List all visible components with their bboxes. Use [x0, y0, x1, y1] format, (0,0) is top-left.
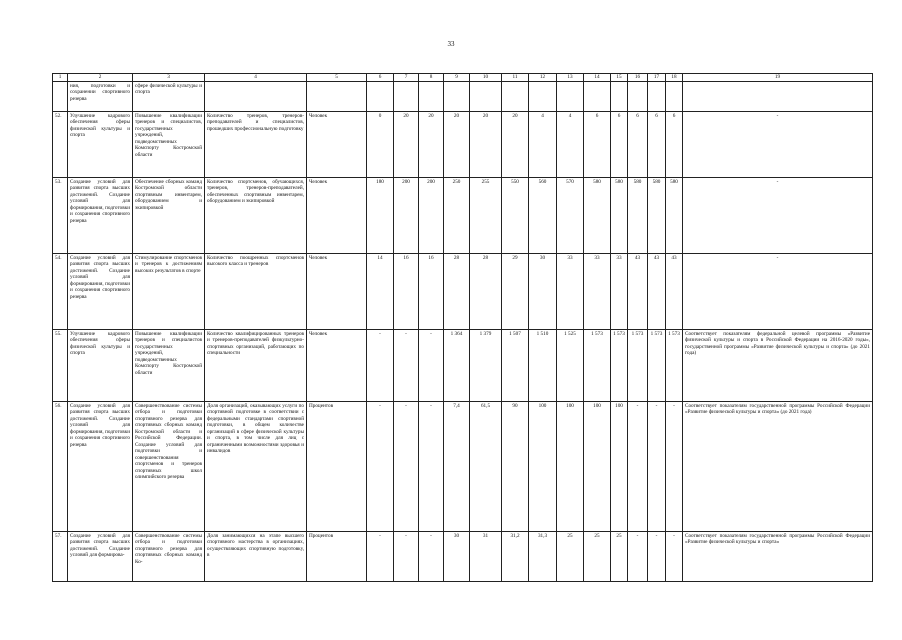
- table-row: [53, 330, 873, 402]
- unit-cell: [307, 82, 367, 112]
- table-row: [53, 82, 873, 112]
- value-cell: [394, 82, 419, 112]
- value-cell: 16: [419, 254, 444, 330]
- goal-cell: Создание условий для развития спорта высших достижений. Создание условий для формирования, подготовки и сохранения спортивного резерва: [68, 254, 133, 330]
- indicator-cell: [205, 82, 307, 112]
- value-cell: [611, 82, 628, 112]
- value-cell: 100: [557, 402, 584, 532]
- value-cell: -: [666, 402, 683, 532]
- value-cell: 30: [444, 532, 470, 582]
- value-cell: 1 364: [444, 330, 470, 402]
- value-cell: 30: [529, 254, 557, 330]
- value-cell: -: [367, 402, 394, 532]
- unit-cell: Человек: [307, 330, 367, 402]
- value-cell: [367, 82, 394, 112]
- value-cell: 43: [648, 254, 666, 330]
- header-row: [53, 74, 873, 82]
- value-cell: 0: [367, 112, 394, 178]
- value-cell: 28: [444, 254, 470, 330]
- table-row: [53, 532, 873, 582]
- value-cell: 43: [666, 254, 683, 330]
- value-cell: -: [394, 402, 419, 532]
- value-cell: 25: [557, 532, 584, 582]
- value-cell: 29: [502, 254, 529, 330]
- value-cell: 100: [611, 402, 628, 532]
- value-cell: 6: [584, 112, 611, 178]
- unit-cell: Человек: [307, 178, 367, 254]
- table-row: [53, 178, 873, 254]
- value-cell: 570: [557, 178, 584, 254]
- value-cell: [648, 82, 666, 112]
- value-cell: 90: [502, 402, 529, 532]
- page-number: 33: [447, 40, 455, 48]
- goal-cell: Создание условий для развития спорта высших достижений. Создание условий для формирова-: [68, 532, 133, 582]
- note-cell: -: [683, 112, 873, 178]
- indicator-cell: Доля организаций, оказывающих услуги по спортивной подготовке в соответствии с федеральными стандартами спортивной подготовки, в общем количестве организаций в сфере физической культуры и спорта, в том числе для лиц с ограниченными возможностями здоровья и инвалидов: [205, 402, 307, 532]
- column-header: 13: [557, 74, 584, 82]
- value-cell: [419, 82, 444, 112]
- unit-cell: Человек: [307, 112, 367, 178]
- value-cell: 1 573: [628, 330, 648, 402]
- value-cell: 1 507: [502, 330, 529, 402]
- column-header: 6: [367, 74, 394, 82]
- row-number: 54.: [53, 254, 68, 330]
- value-cell: -: [419, 402, 444, 532]
- value-cell: -: [394, 532, 419, 582]
- indicator-cell: Количество поощренных спортсменов высокого класса и тренеров: [205, 254, 307, 330]
- value-cell: [628, 82, 648, 112]
- value-cell: 20: [419, 112, 444, 178]
- value-cell: 20: [470, 112, 502, 178]
- value-cell: 33: [557, 254, 584, 330]
- table-row: [53, 112, 873, 178]
- value-cell: 20: [444, 112, 470, 178]
- value-cell: 25: [611, 532, 628, 582]
- column-header: 17: [648, 74, 666, 82]
- value-cell: 200: [419, 178, 444, 254]
- value-cell: 1 573: [584, 330, 611, 402]
- column-header: 11: [502, 74, 529, 82]
- value-cell: -: [419, 532, 444, 582]
- value-cell: 31,3: [529, 532, 557, 582]
- value-cell: 20: [394, 112, 419, 178]
- goal-cell: Создание условий для развития спорта высших достижений. Создание условий для формирования, подготовки и сохранения спортивного резерва: [68, 178, 133, 254]
- row-number: 55.: [53, 330, 68, 402]
- value-cell: 200: [394, 178, 419, 254]
- value-cell: 43: [628, 254, 648, 330]
- value-cell: 1 573: [611, 330, 628, 402]
- indicator-cell: Количество квалифицированных тренеров и тренеров-преподавателей физкультурно-спортивных организаций, работающих по специальности: [205, 330, 307, 402]
- value-cell: 1 573: [648, 330, 666, 402]
- value-cell: 100: [529, 402, 557, 532]
- table-row: [53, 254, 873, 330]
- value-cell: 4: [557, 112, 584, 178]
- value-cell: [557, 82, 584, 112]
- value-cell: 6: [648, 112, 666, 178]
- value-cell: 4: [529, 112, 557, 178]
- note-cell: Соответствует показателям государственной программы Российской Федерации «Развитие физической культуры и спорта»: [683, 532, 873, 582]
- row-number: 52.: [53, 112, 68, 178]
- goal-cell: ния, подготовки и сохранении спортивного резерва: [68, 82, 133, 112]
- value-cell: -: [648, 402, 666, 532]
- value-cell: 16: [394, 254, 419, 330]
- column-header: 3: [133, 74, 205, 82]
- value-cell: -: [419, 330, 444, 402]
- value-cell: 1 525: [557, 330, 584, 402]
- column-header: 2: [68, 74, 133, 82]
- value-cell: 180: [367, 178, 394, 254]
- value-cell: 1 573: [666, 330, 683, 402]
- value-cell: 31: [470, 532, 502, 582]
- measure-cell: Повышение квалификации тренеров и специалистов, государственных учреждений, подведомственных Комспорту Костромской области: [133, 112, 205, 178]
- column-header: 9: [444, 74, 470, 82]
- column-header: 1: [53, 74, 68, 82]
- row-number: 57.: [53, 532, 68, 582]
- value-cell: [444, 82, 470, 112]
- value-cell: 20: [502, 112, 529, 178]
- column-header: 14: [584, 74, 611, 82]
- value-cell: -: [666, 532, 683, 582]
- value-cell: [470, 82, 502, 112]
- column-header: 15: [611, 74, 628, 82]
- indicator-cell: Доля занимающихся на этапе высшего спортивного мастерства в организациях, осуществляющих спортивную подготовку, в: [205, 532, 307, 582]
- goal-cell: Улучшение кадрового обеспечения сферы физической культуры и спорта: [68, 330, 133, 402]
- note-cell: Соответствует показателям федеральной целевой программы «Развитие физической культуры и спорта в Российской Федерации на 2016-2020 годы», государственной программы «Развитие физической культуры и спорта» (до 2021 года): [683, 330, 873, 402]
- value-cell: 6: [628, 112, 648, 178]
- value-cell: 580: [666, 178, 683, 254]
- value-cell: 550: [502, 178, 529, 254]
- goal-cell: Улучшение кадрового обеспечения сферы физической культуры и спорта: [68, 112, 133, 178]
- goal-cell: Создание условий для развития спорта высших достижений. Создание условий для формирования, подготовки и сохранения спортивного резерва: [68, 402, 133, 532]
- value-cell: -: [628, 402, 648, 532]
- value-cell: -: [648, 532, 666, 582]
- column-header: 10: [470, 74, 502, 82]
- indicators-table: [52, 73, 873, 582]
- value-cell: 580: [648, 178, 666, 254]
- column-header: 19: [683, 74, 873, 82]
- unit-cell: Процентов: [307, 532, 367, 582]
- value-cell: -: [367, 532, 394, 582]
- value-cell: [584, 82, 611, 112]
- measure-cell: Обеспечение сборных команд Костромской области спортивным инвентарем, оборудованием и экипировкой: [133, 178, 205, 254]
- value-cell: -: [394, 330, 419, 402]
- measure-cell: сфере физической культуры и спорта: [133, 82, 205, 112]
- value-cell: -: [628, 532, 648, 582]
- value-cell: 255: [470, 178, 502, 254]
- value-cell: 28: [470, 254, 502, 330]
- indicator-cell: Количество тренеров, тренеров-преподавателей и специалистов, прошедших профессиональную подготовку: [205, 112, 307, 178]
- value-cell: [529, 82, 557, 112]
- value-cell: 6: [611, 112, 628, 178]
- row-number: 53.: [53, 178, 68, 254]
- value-cell: 250: [444, 178, 470, 254]
- indicator-cell: Количество спортсменов, обучающихся, тренеров, тренеров-преподавателей, обеспеченных спортивным инвентарем, оборудованием и экипировкой: [205, 178, 307, 254]
- row-number: 56.: [53, 402, 68, 532]
- measure-cell: Совершенствование системы отбора и подготовки спортивного резерва для спортивных сборных команд Костромской области и Российской Федерации. Создание условий для подготовки и совершенствования спортсменов и тренеров спортивных школ олимпийского резерва: [133, 402, 205, 532]
- column-header: 18: [666, 74, 683, 82]
- note-cell: [683, 82, 873, 112]
- value-cell: [666, 82, 683, 112]
- value-cell: 580: [611, 178, 628, 254]
- note-cell: -: [683, 178, 873, 254]
- value-cell: 7,4: [444, 402, 470, 532]
- value-cell: 580: [584, 178, 611, 254]
- measure-cell: Совершенствование системы отбора и подготовки спортивного резерва для спортивных сборных команд Ко-: [133, 532, 205, 582]
- value-cell: 1 510: [529, 330, 557, 402]
- value-cell: 580: [628, 178, 648, 254]
- value-cell: 33: [584, 254, 611, 330]
- table-row: [53, 402, 873, 532]
- value-cell: 6: [666, 112, 683, 178]
- value-cell: [502, 82, 529, 112]
- value-cell: 560: [529, 178, 557, 254]
- value-cell: 100: [584, 402, 611, 532]
- value-cell: 61,5: [470, 402, 502, 532]
- unit-cell: Процентов: [307, 402, 367, 532]
- value-cell: 33: [611, 254, 628, 330]
- column-header: 4: [205, 74, 307, 82]
- column-header: 16: [628, 74, 648, 82]
- value-cell: 31,2: [502, 532, 529, 582]
- column-header: 5: [307, 74, 367, 82]
- row-number: [53, 82, 68, 112]
- value-cell: 25: [584, 532, 611, 582]
- column-header: 8: [419, 74, 444, 82]
- unit-cell: Человек: [307, 254, 367, 330]
- measure-cell: Стимулирование спортсменов и тренеров к достижениям высоких результатов в спорте: [133, 254, 205, 330]
- value-cell: 1 379: [470, 330, 502, 402]
- value-cell: -: [367, 330, 394, 402]
- note-cell: -: [683, 254, 873, 330]
- column-header: 7: [394, 74, 419, 82]
- note-cell: Соответствует показателям государственной программы Российской Федерации «Развитие физической культуры и спорта» (до 2021 года): [683, 402, 873, 532]
- column-header: 12: [529, 74, 557, 82]
- value-cell: 14: [367, 254, 394, 330]
- measure-cell: Повышение квалификации тренеров и специалистов государственных учреждений, подведомственных Комспорту Костромской области: [133, 330, 205, 402]
